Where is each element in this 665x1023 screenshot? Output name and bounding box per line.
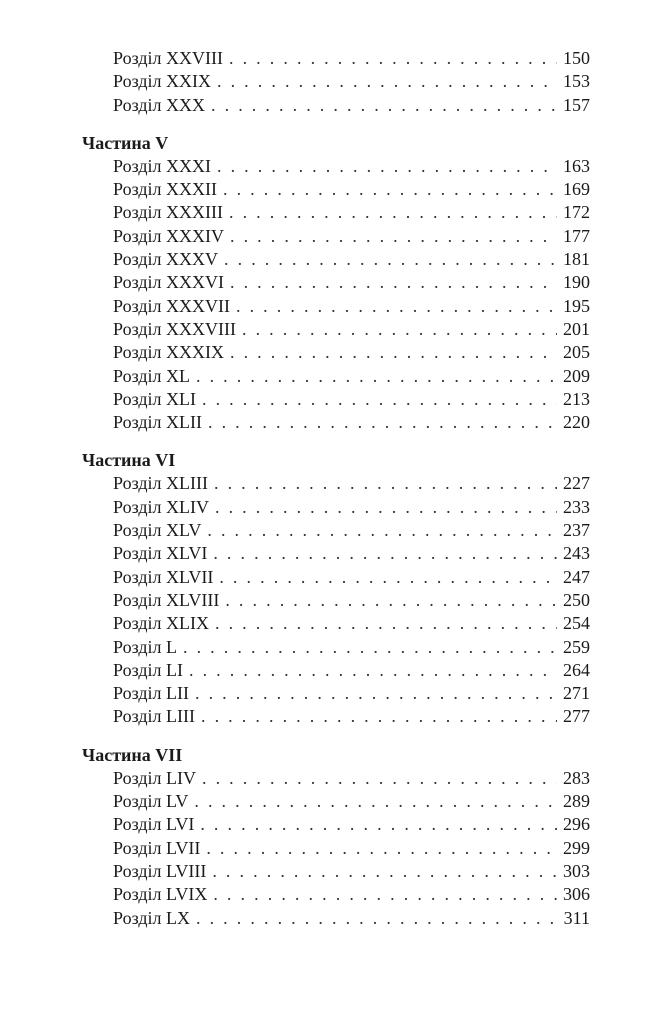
dot-leader [242, 318, 557, 341]
page-number: 296 [563, 814, 590, 835]
toc-entry [113, 248, 590, 271]
page-number: 250 [563, 589, 590, 610]
page-number: 177 [563, 225, 590, 246]
toc-entry [113, 365, 590, 388]
dot-leader [215, 496, 557, 519]
page-number: 213 [563, 388, 590, 409]
toc-entry [113, 201, 590, 224]
chapter-title: Розділ XXXIX [113, 342, 224, 363]
toc-entry [113, 566, 590, 589]
toc-entry [113, 225, 590, 248]
toc-entry [113, 612, 590, 635]
part-heading: Частина V [82, 132, 169, 153]
page-number: 303 [563, 860, 590, 881]
toc-entry [113, 542, 590, 565]
dot-leader [223, 178, 557, 201]
chapter-title: Розділ XXXVI [113, 272, 224, 293]
toc-entry [113, 860, 590, 883]
chapter-title: Розділ XLIV [113, 496, 209, 517]
chapter-title: Розділ LVIII [113, 860, 207, 881]
chapter-title: Розділ LVI [113, 814, 195, 835]
toc-entry [113, 659, 590, 682]
toc-entry [113, 94, 590, 117]
toc-entry [113, 682, 590, 705]
page-number: 306 [563, 884, 590, 905]
toc-entry [113, 589, 590, 612]
page-number: 227 [563, 473, 590, 494]
toc-entry [113, 155, 590, 178]
dot-leader [229, 201, 557, 224]
chapter-title: Розділ XXXVIII [113, 318, 236, 339]
chapter-title: Розділ XXXII [113, 179, 217, 200]
toc-entry [113, 411, 590, 434]
toc-entry [113, 767, 590, 790]
page-number: 289 [563, 791, 590, 812]
page-number: 277 [563, 706, 590, 727]
chapter-title: Розділ LVIX [113, 884, 208, 905]
page-number: 195 [563, 295, 590, 316]
dot-leader [195, 682, 557, 705]
page-number: 172 [563, 202, 590, 223]
chapter-title: Розділ LII [113, 683, 189, 704]
toc-entry [113, 636, 590, 659]
page-number: 220 [563, 412, 590, 433]
page-number: 247 [563, 566, 590, 587]
dot-leader [217, 70, 557, 93]
page-number: 254 [563, 613, 590, 634]
dot-leader [230, 225, 557, 248]
toc-entry [113, 705, 590, 728]
section-spacer [82, 117, 590, 132]
part-heading: Частина VI [82, 450, 176, 471]
dot-leader [200, 813, 557, 836]
dot-leader [215, 612, 557, 635]
dot-leader [213, 883, 557, 906]
page-number: 153 [563, 71, 590, 92]
dot-leader [230, 271, 557, 294]
toc-entry [113, 318, 590, 341]
chapter-title: Розділ LI [113, 659, 183, 680]
dot-leader [211, 94, 557, 117]
toc-entry [113, 47, 590, 70]
chapter-title: Розділ LV [113, 791, 189, 812]
page-number: 259 [563, 636, 590, 657]
dot-leader [183, 636, 557, 659]
page-number: 157 [563, 94, 590, 115]
dot-leader [201, 705, 557, 728]
toc-entry [113, 790, 590, 813]
dot-leader [196, 907, 558, 930]
chapter-title: Розділ XLVI [113, 543, 208, 564]
dot-leader [230, 341, 557, 364]
chapter-title: Розділ XXXVII [113, 295, 230, 316]
toc-entry [113, 70, 590, 93]
toc-entry [113, 519, 590, 542]
toc-entry [113, 341, 590, 364]
chapter-title: Розділ XXIX [113, 71, 211, 92]
toc-entry [113, 907, 590, 930]
dot-leader [206, 837, 557, 860]
chapter-title: Розділ XLVIII [113, 589, 220, 610]
dot-leader [219, 566, 557, 589]
dot-leader [214, 472, 557, 495]
chapter-title: Розділ XXXIII [113, 202, 223, 223]
chapter-title: Розділ LIII [113, 706, 195, 727]
chapter-title: Розділ XL [113, 365, 190, 386]
chapter-title: Розділ LVII [113, 837, 201, 858]
dot-leader [207, 519, 557, 542]
chapter-title: Розділ XXVIII [113, 48, 223, 68]
dot-leader [225, 589, 557, 612]
toc-entry [113, 178, 590, 201]
dot-leader [236, 295, 557, 318]
page-number: 299 [563, 837, 590, 858]
chapter-title: Розділ XLIII [113, 473, 208, 494]
page-number: 190 [563, 272, 590, 293]
page-number: 237 [563, 520, 590, 541]
chapter-title: Розділ XXX [113, 94, 205, 115]
toc-entry [113, 837, 590, 860]
chapter-title: Розділ LIV [113, 767, 196, 788]
dot-leader [196, 365, 557, 388]
chapter-title: Розділ XXXIV [113, 225, 224, 246]
page-number: 181 [563, 249, 590, 270]
chapter-title: Розділ XLI [113, 388, 196, 409]
section-spacer [82, 729, 590, 744]
dot-leader [212, 860, 557, 883]
chapter-title: Розділ XXXV [113, 249, 218, 270]
toc-entry [113, 813, 590, 836]
chapter-title: Розділ LX [113, 907, 190, 928]
page-number: 201 [563, 318, 590, 339]
page-number: 264 [563, 659, 590, 680]
toc-entry [113, 472, 590, 495]
dot-leader [202, 767, 557, 790]
chapter-title: Розділ XLVII [113, 566, 214, 587]
section-spacer [82, 434, 590, 449]
page-number: 169 [563, 179, 590, 200]
dot-leader [208, 411, 557, 434]
chapter-title: Розділ XLV [113, 520, 202, 541]
page-number: 205 [563, 342, 590, 363]
page-number: 163 [563, 155, 590, 176]
chapter-title: Розділ L [113, 636, 177, 657]
page-number: 271 [563, 683, 590, 704]
toc-entry [113, 883, 590, 906]
dot-leader [194, 790, 557, 813]
chapter-title: Розділ XLIX [113, 613, 209, 634]
dot-leader [229, 47, 557, 70]
toc-entry [113, 388, 590, 411]
dot-leader [217, 155, 557, 178]
dot-leader [224, 248, 557, 271]
dot-leader [189, 659, 557, 682]
dot-leader [202, 388, 557, 411]
toc-entry [113, 496, 590, 519]
chapter-title: Розділ XXXI [113, 155, 211, 176]
table-of-contents [82, 47, 590, 930]
page-number: 150 [563, 48, 590, 68]
chapter-title: Розділ XLII [113, 412, 202, 433]
page-number: 233 [563, 496, 590, 517]
page-number: 311 [563, 907, 590, 928]
page-number: 209 [563, 365, 590, 386]
toc-entry [113, 271, 590, 294]
part-heading: Частина VII [82, 744, 183, 765]
dot-leader [213, 542, 557, 565]
toc-entry [113, 295, 590, 318]
page-number: 243 [563, 543, 590, 564]
page-number: 283 [563, 767, 590, 788]
